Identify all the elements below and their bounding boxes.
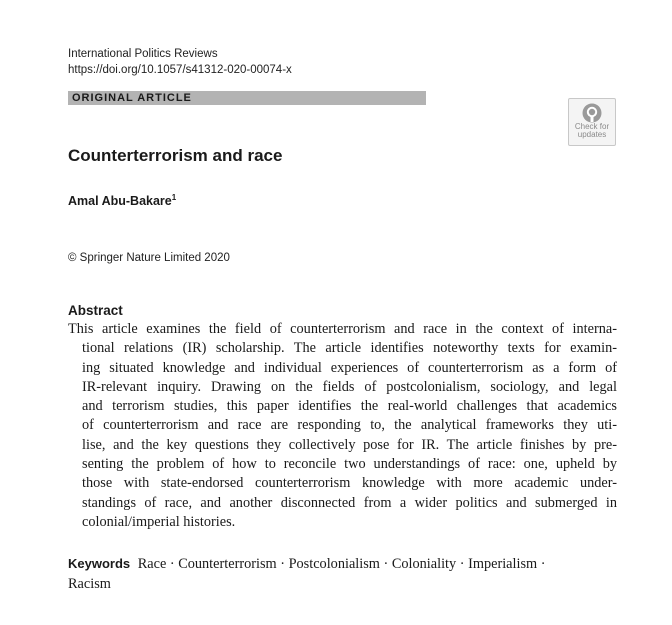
abstract-line: of counterterrorism and race are responding to, the analytical frameworks they uti- bbox=[82, 417, 617, 434]
badge-line-1: Check for bbox=[574, 122, 610, 131]
abstract-heading: Abstract bbox=[68, 303, 123, 318]
abstract-line: tional relations (IR) scholarship. The article identifies noteworthy texts for examin- bbox=[82, 340, 617, 357]
check-for-updates-badge[interactable] bbox=[568, 98, 616, 146]
article-title: Counterterrorism and race bbox=[68, 146, 283, 165]
author-affiliation-marker[interactable]: 1 bbox=[171, 193, 177, 202]
abstract-line: This article examines the field of counterterrorism and race in the context of interna- bbox=[68, 321, 617, 337]
abstract-line: and terrorism studies, this paper identifies the real-world challenges that academics bbox=[82, 398, 617, 415]
article-type-label: ORIGINAL ARTICLE bbox=[72, 92, 192, 104]
abstract-line: lise, and the key questions they collectively pose for IR. The article finishes by pre- bbox=[82, 436, 617, 453]
author-name[interactable]: Amal Abu-Bakare bbox=[68, 194, 172, 208]
abstract-line: colonial/imperial histories. bbox=[82, 513, 236, 530]
abstract-line: standings of race, and another disconnected from a wider politics and submerged in bbox=[82, 494, 617, 511]
badge-line-2: updates bbox=[577, 130, 607, 139]
author bbox=[68, 193, 176, 209]
abstract-line: senting the problem of how to reconcile two understandings of race: one, upheld by bbox=[82, 456, 617, 473]
keywords-line-2: Racism bbox=[68, 575, 111, 592]
abstract-line: ing situated knowledge and individual experiences of counterterrorism as a form of bbox=[82, 359, 617, 376]
keywords-label: Keywords bbox=[68, 556, 131, 571]
abstract-body bbox=[68, 320, 617, 532]
check-for-updates-icon bbox=[581, 102, 603, 124]
abstract-line: those with state-endorsed counterterrorism knowledge with more academic under- bbox=[82, 475, 617, 492]
doi-link[interactable]: https://doi.org/10.1057/s41312-020-00074-x bbox=[68, 64, 292, 76]
keywords bbox=[68, 554, 617, 594]
copyright: © Springer Nature Limited 2020 bbox=[68, 252, 230, 264]
keywords-list: Race · Counterterrorism · Postcolonialism · Coloniality · Imperialism · bbox=[137, 556, 546, 572]
journal-name: International Politics Reviews bbox=[68, 48, 218, 60]
abstract-line: IR-relevant inquiry. Drawing on the fields of postcolonialism, sociology, and legal bbox=[82, 378, 617, 395]
keywords-line-1 bbox=[68, 554, 617, 575]
